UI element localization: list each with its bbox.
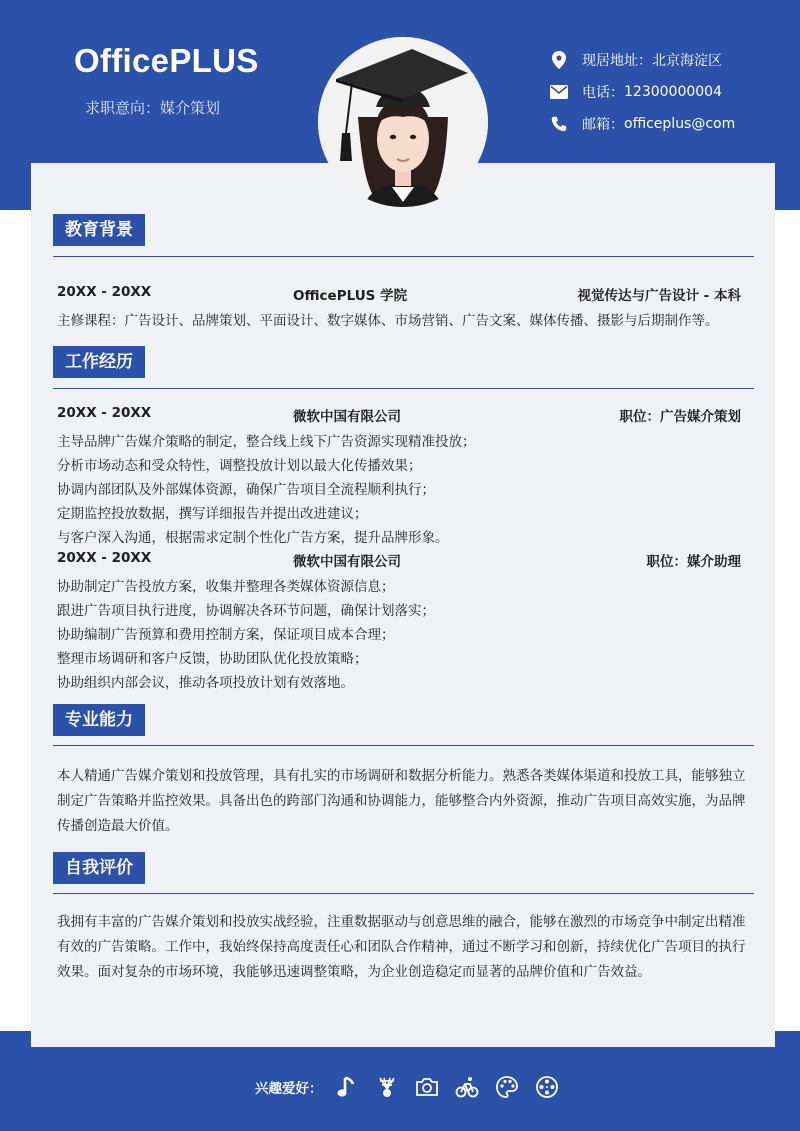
contact-address — [549, 44, 735, 76]
job-row — [57, 550, 741, 572]
education-row — [57, 284, 741, 306]
phone-icon — [549, 114, 569, 134]
camera-icon — [415, 1075, 439, 1099]
job-duty: 主导品牌广告媒介策略的制定，整合线上线下广告资源实现精准投放； — [57, 434, 476, 450]
job-position: 职位：广告媒介策划 — [619, 409, 741, 425]
music-note-icon — [335, 1075, 359, 1099]
avatar — [318, 37, 488, 207]
section-divider — [53, 745, 754, 746]
contact-email — [549, 108, 735, 140]
job-intent-value: 媒介策划 — [160, 99, 221, 117]
job-date: 20XX - 20XX — [57, 550, 152, 566]
badminton-icon — [375, 1075, 399, 1099]
applicant-name: OfficePLUS — [74, 42, 259, 79]
job-duty: 协助组织内部会议，推动各项投放计划有效落地。 — [57, 675, 354, 691]
job-duty: 分析市场动态和受众特性，调整投放计划以最大化传播效果； — [57, 458, 422, 474]
film-reel-icon — [535, 1075, 559, 1099]
major-degree: 视觉传达与广告设计 - 本科 — [577, 288, 741, 304]
job-duty: 跟进广告项目执行进度，协调解决各环节问题，确保计划落实； — [57, 603, 435, 619]
job-duty: 与客户深入沟通，根据需求定制个性化广告方案，提升品牌形象。 — [57, 530, 449, 546]
graduate-portrait-icon — [318, 37, 488, 207]
contact-label: 现居地址： — [582, 53, 652, 69]
job-row — [57, 405, 741, 427]
contact-list — [549, 44, 735, 140]
cycling-icon — [455, 1075, 479, 1099]
job-intent — [85, 97, 220, 118]
contact-phone — [549, 76, 735, 108]
contact-label: 电话： — [582, 85, 624, 101]
mail-icon — [549, 82, 569, 102]
palette-icon — [495, 1075, 519, 1099]
hobbies-label: 兴趣爱好： — [255, 1081, 323, 1097]
hobbies-bar — [255, 1072, 575, 1102]
education-courses: 主修课程：广告设计、品牌策划、平面设计、数字媒体、市场营销、广告文案、媒体传播、摄影与后期制作等。 — [57, 313, 719, 329]
contact-label: 邮箱： — [582, 117, 624, 133]
self-eval-title: 自我评价 — [53, 852, 145, 884]
contact-value: 12300000004 — [624, 84, 722, 100]
location-pin-icon — [549, 50, 569, 70]
school-name: OfficePLUS 学院 — [293, 288, 408, 304]
contact-value: officeplus@com — [624, 116, 736, 132]
job-position: 职位：媒介助理 — [646, 554, 741, 570]
company-name: 微软中国有限公司 — [293, 554, 401, 570]
contact-value: 北京海淀区 — [652, 53, 722, 69]
job-intent-label: 求职意向： — [85, 99, 161, 117]
work-title: 工作经历 — [53, 346, 145, 378]
education-date: 20XX - 20XX — [57, 284, 152, 300]
company-name: 微软中国有限公司 — [293, 409, 401, 425]
section-divider — [53, 256, 754, 257]
job-duty: 协调内部团队及外部媒体资源，确保广告项目全流程顺利执行； — [57, 482, 435, 498]
section-divider — [53, 388, 754, 389]
skills-title: 专业能力 — [53, 704, 145, 736]
education-title: 教育背景 — [53, 214, 145, 246]
self-eval-text: 我拥有丰富的广告媒介策划和投放实战经验，注重数据驱动与创意思维的融合，能够在激烈的市场竞争中制定出精准有效的广告策略。工作中，我始终保持高度责任心和团队合作精神，通过不断学习和创新，持续优化广告项目的执行效果。面对复杂的市场环境，我能够迅速调整策略，为企业创造稳定而显著的品牌价值和广告效益。 — [57, 914, 746, 980]
job-duty: 协助编制广告预算和费用控制方案，保证项目成本合理； — [57, 627, 395, 643]
job-date: 20XX - 20XX — [57, 405, 152, 421]
job-duty: 定期监控投放数据，撰写详细报告并提出改进建议； — [57, 506, 368, 522]
job-duty: 整理市场调研和客户反馈，协助团队优化投放策略； — [57, 651, 368, 667]
job-duty: 协助制定广告投放方案，收集并整理各类媒体资源信息； — [57, 579, 395, 595]
skills-text: 本人精通广告媒介策划和投放管理，具有扎实的市场调研和数据分析能力。熟悉各类媒体渠道和投放工具，能够独立制定广告策略并监控效果。具备出色的跨部门沟通和协调能力，能够整合内外资源，推动广告项目高效实施，为品牌传播创造最大价值。 — [57, 768, 746, 834]
section-divider — [53, 893, 754, 894]
